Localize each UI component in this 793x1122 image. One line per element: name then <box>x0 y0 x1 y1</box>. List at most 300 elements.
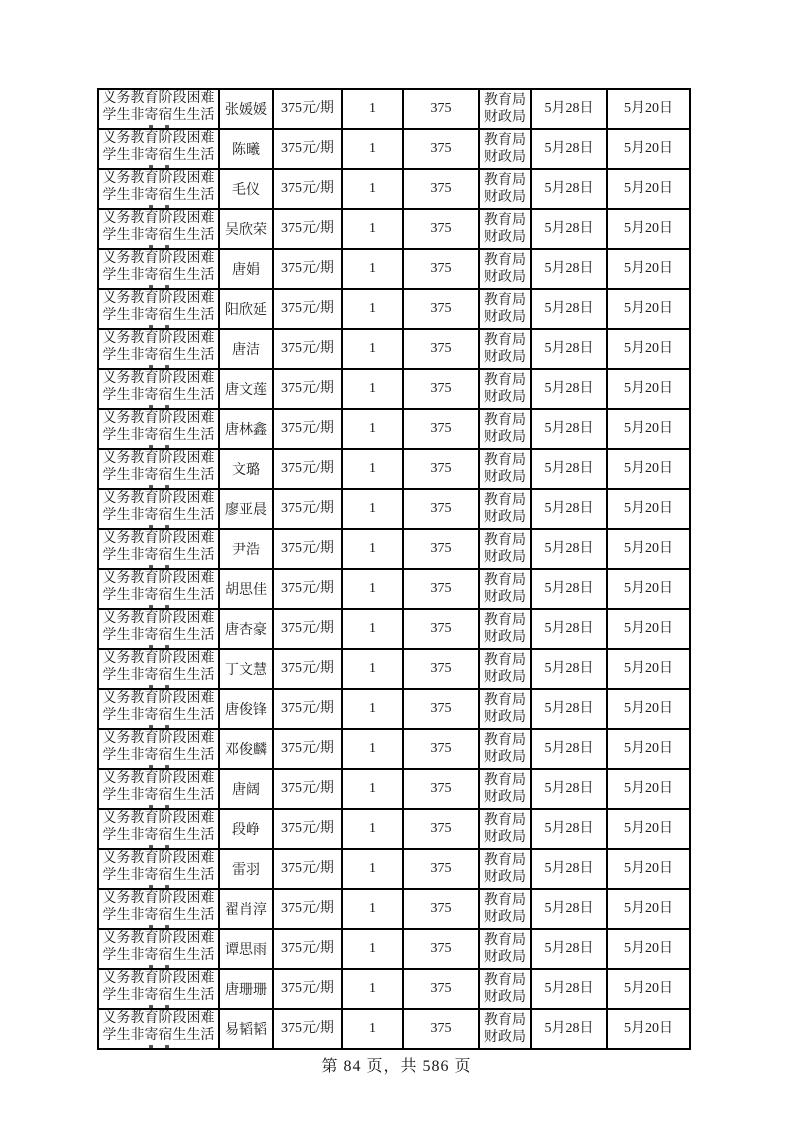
page-footer: 第 84 页，共 586 页 <box>321 1058 472 1075</box>
grant-date-cell: 5月20日 <box>607 409 690 449</box>
count-cell: 1 <box>342 1009 403 1049</box>
standard-cell: 375元/期 <box>273 929 342 969</box>
dept-line-1: 教育局 <box>484 133 526 148</box>
student-name-cell: 张媛媛 <box>219 89 273 129</box>
department-cell <box>479 849 531 889</box>
dept-line-2: 财政局 <box>484 670 526 685</box>
standard-cell: 375元/期 <box>273 369 342 409</box>
project-line-2: 学生非寄宿生生活 <box>102 748 215 763</box>
project-line-2: 学生非寄宿生生活 <box>102 708 215 723</box>
grant-date-cell: 5月20日 <box>607 249 690 289</box>
table-row <box>98 169 690 209</box>
approve-date-cell: 5月28日 <box>531 489 607 529</box>
dept-line-1: 教育局 <box>484 653 526 668</box>
approve-date-cell: 5月28日 <box>531 369 607 409</box>
table-row <box>98 329 690 369</box>
dept-line-1: 教育局 <box>484 773 526 788</box>
project-cell <box>98 489 219 529</box>
standard-cell: 375元/期 <box>273 329 342 369</box>
standard-cell: 375元/期 <box>273 489 342 529</box>
project-line-1: 义务教育阶段困难 <box>102 171 215 186</box>
project-line-2: 学生非寄宿生生活 <box>102 228 215 243</box>
dept-line-1: 教育局 <box>484 1013 526 1028</box>
table-row <box>98 849 690 889</box>
count-cell: 1 <box>342 209 403 249</box>
project-line-2: 学生非寄宿生生活 <box>102 468 215 483</box>
count-cell: 1 <box>342 929 403 969</box>
grant-date-cell: 5月20日 <box>607 489 690 529</box>
project-line-2: 学生非寄宿生生活 <box>102 508 215 523</box>
project-cell <box>98 849 219 889</box>
project-cell <box>98 129 219 169</box>
grant-date-cell: 5月20日 <box>607 849 690 889</box>
table-row <box>98 969 690 1009</box>
student-name-cell: 毛仪 <box>219 169 273 209</box>
project-line-1: 义务教育阶段困难 <box>102 851 215 866</box>
project-cell <box>98 889 219 929</box>
grant-date-cell: 5月20日 <box>607 969 690 1009</box>
dept-line-2: 财政局 <box>484 910 526 925</box>
student-name-cell: 胡思佳 <box>219 569 273 609</box>
count-cell: 1 <box>342 289 403 329</box>
approve-date-cell: 5月28日 <box>531 209 607 249</box>
department-cell <box>479 769 531 809</box>
project-line-2: 学生非寄宿生生活 <box>102 668 215 683</box>
dept-line-1: 教育局 <box>484 493 526 508</box>
student-name-cell: 阳欣延 <box>219 289 273 329</box>
count-cell: 1 <box>342 849 403 889</box>
dept-line-2: 财政局 <box>484 590 526 605</box>
project-cell <box>98 769 219 809</box>
standard-cell: 375元/期 <box>273 569 342 609</box>
standard-cell: 375元/期 <box>273 609 342 649</box>
approve-date-cell: 5月28日 <box>531 409 607 449</box>
project-line-1: 义务教育阶段困难 <box>102 731 215 746</box>
project-line-2: 学生非寄宿生生活 <box>102 1028 215 1043</box>
count-cell: 1 <box>342 529 403 569</box>
department-cell <box>479 89 531 129</box>
project-cell <box>98 409 219 449</box>
grant-date-cell: 5月20日 <box>607 1009 690 1049</box>
project-cell <box>98 209 219 249</box>
project-cell <box>98 929 219 969</box>
amount-cell: 375 <box>403 409 479 449</box>
grant-date-cell: 5月20日 <box>607 769 690 809</box>
approve-date-cell: 5月28日 <box>531 529 607 569</box>
amount-cell: 375 <box>403 889 479 929</box>
project-cell <box>98 649 219 689</box>
dept-line-2: 财政局 <box>484 630 526 645</box>
amount-cell: 375 <box>403 609 479 649</box>
grant-date-cell: 5月20日 <box>607 569 690 609</box>
amount-cell: 375 <box>403 969 479 1009</box>
amount-cell: 375 <box>403 929 479 969</box>
count-cell: 1 <box>342 569 403 609</box>
table-row <box>98 889 690 929</box>
dept-line-1: 教育局 <box>484 733 526 748</box>
standard-cell: 375元/期 <box>273 969 342 1009</box>
dept-line-1: 教育局 <box>484 893 526 908</box>
amount-cell: 375 <box>403 129 479 169</box>
approve-date-cell: 5月28日 <box>531 649 607 689</box>
amount-cell: 375 <box>403 289 479 329</box>
project-line-1: 义务教育阶段困难 <box>102 891 215 906</box>
dept-line-2: 财政局 <box>484 390 526 405</box>
standard-cell: 375元/期 <box>273 89 342 129</box>
dept-line-1: 教育局 <box>484 853 526 868</box>
student-name-cell: 唐洁 <box>219 329 273 369</box>
department-cell <box>479 569 531 609</box>
project-line-1: 义务教育阶段困难 <box>102 611 215 626</box>
count-cell: 1 <box>342 129 403 169</box>
table-row <box>98 809 690 849</box>
project-line-2: 学生非寄宿生生活 <box>102 988 215 1003</box>
student-name-cell: 唐阔 <box>219 769 273 809</box>
dept-line-1: 教育局 <box>484 533 526 548</box>
dept-line-2: 财政局 <box>484 470 526 485</box>
project-line-1: 义务教育阶段困难 <box>102 131 215 146</box>
department-cell <box>479 529 531 569</box>
project-cell <box>98 369 219 409</box>
project-line-1: 义务教育阶段困难 <box>102 451 215 466</box>
grant-date-cell: 5月20日 <box>607 169 690 209</box>
project-line-1: 义务教育阶段困难 <box>102 571 215 586</box>
dept-line-2: 财政局 <box>484 870 526 885</box>
standard-cell: 375元/期 <box>273 529 342 569</box>
dept-line-1: 教育局 <box>484 413 526 428</box>
dept-line-2: 财政局 <box>484 430 526 445</box>
amount-cell: 375 <box>403 1009 479 1049</box>
dept-line-2: 财政局 <box>484 990 526 1005</box>
dept-line-1: 教育局 <box>484 333 526 348</box>
project-cell <box>98 569 219 609</box>
amount-cell: 375 <box>403 809 479 849</box>
table-row <box>98 609 690 649</box>
standard-cell: 375元/期 <box>273 169 342 209</box>
standard-cell: 375元/期 <box>273 129 342 169</box>
approve-date-cell: 5月28日 <box>531 689 607 729</box>
grant-date-cell: 5月20日 <box>607 889 690 929</box>
student-name-cell: 唐杏豪 <box>219 609 273 649</box>
approve-date-cell: 5月28日 <box>531 1009 607 1049</box>
dept-line-1: 教育局 <box>484 933 526 948</box>
department-cell <box>479 809 531 849</box>
project-line-2: 学生非寄宿生生活 <box>102 828 215 843</box>
standard-cell: 375元/期 <box>273 249 342 289</box>
department-cell <box>479 169 531 209</box>
standard-cell: 375元/期 <box>273 889 342 929</box>
project-line-1: 义务教育阶段困难 <box>102 491 215 506</box>
amount-cell: 375 <box>403 249 479 289</box>
count-cell: 1 <box>342 489 403 529</box>
project-cell <box>98 449 219 489</box>
dept-line-1: 教育局 <box>484 693 526 708</box>
grant-date-cell: 5月20日 <box>607 369 690 409</box>
student-name-cell: 唐文莲 <box>219 369 273 409</box>
table-row <box>98 929 690 969</box>
table-row <box>98 769 690 809</box>
dept-line-2: 财政局 <box>484 110 526 125</box>
standard-cell: 375元/期 <box>273 209 342 249</box>
standard-cell: 375元/期 <box>273 769 342 809</box>
grant-date-cell: 5月20日 <box>607 529 690 569</box>
student-name-cell: 尹浩 <box>219 529 273 569</box>
amount-cell: 375 <box>403 489 479 529</box>
amount-cell: 375 <box>403 529 479 569</box>
standard-cell: 375元/期 <box>273 809 342 849</box>
dept-line-2: 财政局 <box>484 1030 526 1045</box>
dept-line-1: 教育局 <box>484 93 526 108</box>
department-cell <box>479 1009 531 1049</box>
student-name-cell: 文璐 <box>219 449 273 489</box>
table-row <box>98 689 690 729</box>
student-name-cell: 雷羽 <box>219 849 273 889</box>
department-cell <box>479 649 531 689</box>
approve-date-cell: 5月28日 <box>531 249 607 289</box>
project-line-1: 义务教育阶段困难 <box>102 691 215 706</box>
approve-date-cell: 5月28日 <box>531 809 607 849</box>
project-line-1: 义务教育阶段困难 <box>102 811 215 826</box>
grant-date-cell: 5月20日 <box>607 809 690 849</box>
grant-date-cell: 5月20日 <box>607 729 690 769</box>
approve-date-cell: 5月28日 <box>531 129 607 169</box>
dept-line-1: 教育局 <box>484 173 526 188</box>
amount-cell: 375 <box>403 89 479 129</box>
project-line-1: 义务教育阶段困难 <box>102 91 215 106</box>
approve-date-cell: 5月28日 <box>531 169 607 209</box>
count-cell: 1 <box>342 409 403 449</box>
table-row <box>98 1009 690 1049</box>
grant-date-cell: 5月20日 <box>607 329 690 369</box>
dept-line-1: 教育局 <box>484 253 526 268</box>
project-cell <box>98 689 219 729</box>
project-cell <box>98 329 219 369</box>
project-cell <box>98 89 219 129</box>
student-name-cell: 陈曦 <box>219 129 273 169</box>
count-cell: 1 <box>342 969 403 1009</box>
dept-line-1: 教育局 <box>484 973 526 988</box>
project-line-1: 义务教育阶段困难 <box>102 251 215 266</box>
project-line-2: 学生非寄宿生生活 <box>102 308 215 323</box>
dept-line-1: 教育局 <box>484 453 526 468</box>
grant-date-cell: 5月20日 <box>607 129 690 169</box>
department-cell <box>479 329 531 369</box>
project-line-1: 义务教育阶段困难 <box>102 931 215 946</box>
project-line-2: 学生非寄宿生生活 <box>102 788 215 803</box>
amount-cell: 375 <box>403 449 479 489</box>
grant-date-cell: 5月20日 <box>607 609 690 649</box>
approve-date-cell: 5月28日 <box>531 969 607 1009</box>
student-name-cell: 吴欣荣 <box>219 209 273 249</box>
dept-line-1: 教育局 <box>484 613 526 628</box>
project-line-2: 学生非寄宿生生活 <box>102 348 215 363</box>
dept-line-2: 财政局 <box>484 510 526 525</box>
amount-cell: 375 <box>403 329 479 369</box>
count-cell: 1 <box>342 609 403 649</box>
project-cell <box>98 169 219 209</box>
project-line-1: 义务教育阶段困难 <box>102 771 215 786</box>
project-line-2: 学生非寄宿生生活 <box>102 268 215 283</box>
table-row <box>98 729 690 769</box>
dept-line-1: 教育局 <box>484 213 526 228</box>
dept-line-2: 财政局 <box>484 790 526 805</box>
dept-line-2: 财政局 <box>484 350 526 365</box>
amount-cell: 375 <box>403 849 479 889</box>
count-cell: 1 <box>342 169 403 209</box>
dept-line-2: 财政局 <box>484 270 526 285</box>
project-line-1: 义务教育阶段困难 <box>102 411 215 426</box>
project-cell <box>98 289 219 329</box>
project-line-1: 义务教育阶段困难 <box>102 971 215 986</box>
amount-cell: 375 <box>403 649 479 689</box>
student-name-cell: 丁文慧 <box>219 649 273 689</box>
count-cell: 1 <box>342 249 403 289</box>
project-cell <box>98 609 219 649</box>
table-row <box>98 209 690 249</box>
department-cell <box>479 889 531 929</box>
count-cell: 1 <box>342 689 403 729</box>
amount-cell: 375 <box>403 689 479 729</box>
project-line-2: 学生非寄宿生生活 <box>102 948 215 963</box>
grant-date-cell: 5月20日 <box>607 209 690 249</box>
project-line-1: 义务教育阶段困难 <box>102 371 215 386</box>
count-cell: 1 <box>342 729 403 769</box>
student-name-cell: 廖亚晨 <box>219 489 273 529</box>
student-name-cell: 谭思雨 <box>219 929 273 969</box>
project-line-1: 义务教育阶段困难 <box>102 211 215 226</box>
subsidy-table <box>97 88 691 1050</box>
dept-line-1: 教育局 <box>484 293 526 308</box>
project-line-1: 义务教育阶段困难 <box>102 1011 215 1026</box>
dept-line-2: 财政局 <box>484 190 526 205</box>
approve-date-cell: 5月28日 <box>531 569 607 609</box>
count-cell: 1 <box>342 649 403 689</box>
project-line-2: 学生非寄宿生生活 <box>102 388 215 403</box>
standard-cell: 375元/期 <box>273 289 342 329</box>
count-cell: 1 <box>342 769 403 809</box>
grant-date-cell: 5月20日 <box>607 289 690 329</box>
approve-date-cell: 5月28日 <box>531 609 607 649</box>
table-row <box>98 569 690 609</box>
standard-cell: 375元/期 <box>273 729 342 769</box>
count-cell: 1 <box>342 369 403 409</box>
grant-date-cell: 5月20日 <box>607 449 690 489</box>
table-row <box>98 409 690 449</box>
amount-cell: 375 <box>403 769 479 809</box>
project-line-1: 义务教育阶段困难 <box>102 291 215 306</box>
department-cell <box>479 449 531 489</box>
project-line-2: 学生非寄宿生生活 <box>102 628 215 643</box>
project-line-2: 学生非寄宿生生活 <box>102 188 215 203</box>
dept-line-2: 财政局 <box>484 830 526 845</box>
approve-date-cell: 5月28日 <box>531 769 607 809</box>
department-cell <box>479 289 531 329</box>
table-row <box>98 449 690 489</box>
count-cell: 1 <box>342 809 403 849</box>
dept-line-2: 财政局 <box>484 750 526 765</box>
student-name-cell: 唐娟 <box>219 249 273 289</box>
project-cell <box>98 1009 219 1049</box>
approve-date-cell: 5月28日 <box>531 849 607 889</box>
student-name-cell: 翟肖淳 <box>219 889 273 929</box>
grant-date-cell: 5月20日 <box>607 649 690 689</box>
project-line-2: 学生非寄宿生生活 <box>102 148 215 163</box>
amount-cell: 375 <box>403 209 479 249</box>
amount-cell: 375 <box>403 169 479 209</box>
dept-line-1: 教育局 <box>484 373 526 388</box>
dept-line-2: 财政局 <box>484 230 526 245</box>
project-line-2: 学生非寄宿生生活 <box>102 108 215 123</box>
approve-date-cell: 5月28日 <box>531 89 607 129</box>
department-cell <box>479 929 531 969</box>
department-cell <box>479 409 531 449</box>
department-cell <box>479 609 531 649</box>
project-line-1: 义务教育阶段困难 <box>102 331 215 346</box>
grant-date-cell: 5月20日 <box>607 689 690 729</box>
table-row <box>98 489 690 529</box>
department-cell <box>479 369 531 409</box>
table-row <box>98 129 690 169</box>
table-row <box>98 529 690 569</box>
table-row <box>98 369 690 409</box>
project-line-2: 学生非寄宿生生活 <box>102 908 215 923</box>
project-line-1: 义务教育阶段困难 <box>102 531 215 546</box>
project-line-2: 学生非寄宿生生活 <box>102 428 215 443</box>
dept-line-2: 财政局 <box>484 710 526 725</box>
dept-line-2: 财政局 <box>484 950 526 965</box>
project-cell <box>98 809 219 849</box>
count-cell: 1 <box>342 889 403 929</box>
grant-date-cell: 5月20日 <box>607 929 690 969</box>
dept-line-1: 教育局 <box>484 573 526 588</box>
project-cell <box>98 969 219 1009</box>
approve-date-cell: 5月28日 <box>531 449 607 489</box>
table-row <box>98 649 690 689</box>
amount-cell: 375 <box>403 369 479 409</box>
student-name-cell: 唐珊珊 <box>219 969 273 1009</box>
table-row <box>98 249 690 289</box>
project-line-2: 学生非寄宿生生活 <box>102 548 215 563</box>
department-cell <box>479 729 531 769</box>
standard-cell: 375元/期 <box>273 409 342 449</box>
standard-cell: 375元/期 <box>273 1009 342 1049</box>
project-line-2: 学生非寄宿生生活 <box>102 588 215 603</box>
department-cell <box>479 689 531 729</box>
department-cell <box>479 489 531 529</box>
standard-cell: 375元/期 <box>273 649 342 689</box>
standard-cell: 375元/期 <box>273 689 342 729</box>
approve-date-cell: 5月28日 <box>531 929 607 969</box>
project-line-1: 义务教育阶段困难 <box>102 651 215 666</box>
project-cell <box>98 249 219 289</box>
student-name-cell: 唐林鑫 <box>219 409 273 449</box>
count-cell: 1 <box>342 449 403 489</box>
table-row <box>98 289 690 329</box>
count-cell: 1 <box>342 89 403 129</box>
project-cell <box>98 529 219 569</box>
student-name-cell: 易韬韬 <box>219 1009 273 1049</box>
standard-cell: 375元/期 <box>273 849 342 889</box>
approve-date-cell: 5月28日 <box>531 729 607 769</box>
dept-line-2: 财政局 <box>484 150 526 165</box>
project-line-2: 学生非寄宿生生活 <box>102 868 215 883</box>
amount-cell: 375 <box>403 569 479 609</box>
department-cell <box>479 209 531 249</box>
approve-date-cell: 5月28日 <box>531 289 607 329</box>
dept-line-2: 财政局 <box>484 550 526 565</box>
approve-date-cell: 5月28日 <box>531 329 607 369</box>
student-name-cell: 段峥 <box>219 809 273 849</box>
